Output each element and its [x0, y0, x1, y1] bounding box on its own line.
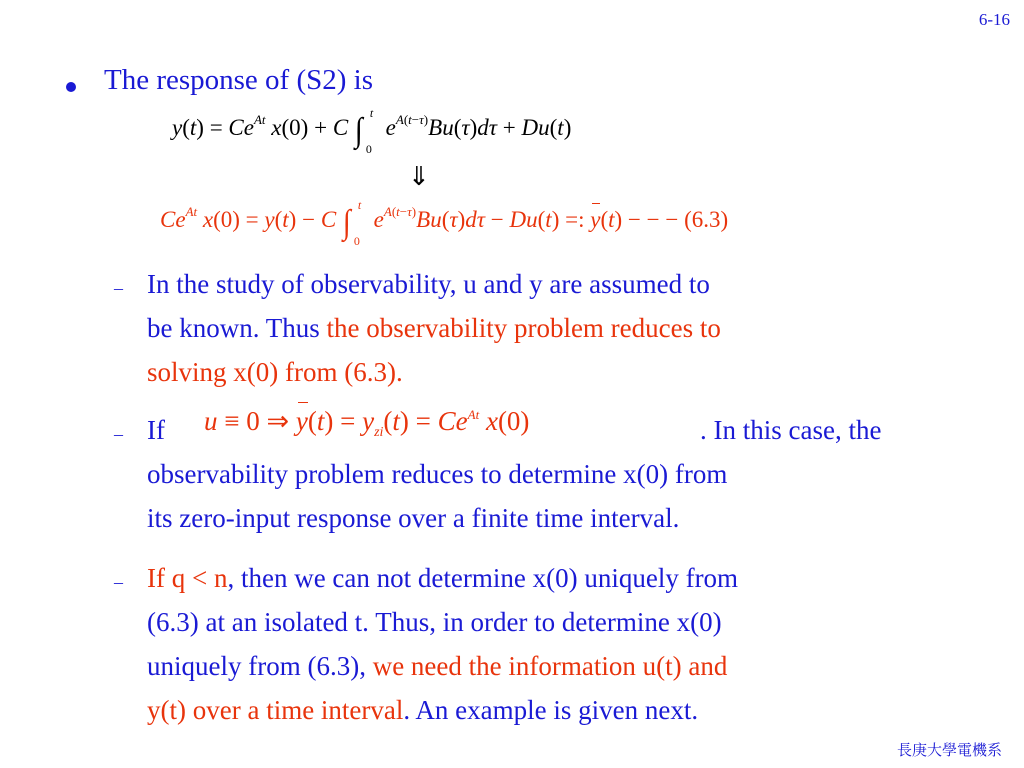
inline-equation-zero-input: u ≡ 0 ⇒ $y(t) = y_{zi}(t) = Ce^{At}$ x(0)	[204, 406, 530, 440]
sub-bullet-1-line1: In the study of observability, u and y are assumed to	[147, 269, 710, 299]
equation-label: (6.3)	[684, 207, 729, 232]
sub-bullet-3-line2: (6.3) at an isolated t. Thus, in order to determine x(0)	[147, 607, 722, 637]
sub-bullet-3-line4-red: y(t) over a time interval	[147, 695, 404, 725]
bullet-dot	[66, 82, 76, 92]
sub-bullet-3-line1-blue: , then we can not determine x(0) uniquely from	[227, 563, 739, 593]
equation-63: $Ce^{At}$ x(0) = y(t) − C ∫ t 0 $e^{A(t-\tau)}Bu(\tau)d\tau - Du(t)$ =: y(t) − − − (6.3)	[160, 198, 729, 248]
sub-bullet-3-line4-blue: . An example is given next.	[403, 695, 699, 725]
sub-bullet-3-line3-blue: uniquely from (6.3),	[147, 651, 373, 681]
sub-bullet-3-line1-red: If q < n	[147, 563, 228, 593]
sub-bullet-3-line3-red: we need the information u(t) and	[372, 651, 728, 681]
sub-bullet-1-line2-blue: be known. Thus	[147, 313, 327, 343]
sub-bullet-2-line1-after: . In this case, the	[700, 415, 882, 445]
sub-bullet-3	[147, 556, 967, 732]
dash-marker-2: –	[114, 424, 123, 444]
dash-marker-1: –	[114, 278, 123, 298]
equation-response: $y(t) = Ce^{At}$ x(0) + C ∫ t 0 $e^{A(t-\tau)}Bu(\tau)d\tau + Du(t)$	[172, 106, 572, 156]
sub-bullet-2-line3: its zero-input response over a finite time interval.	[147, 503, 680, 533]
bullet-response-text: The response of (S2) is	[104, 64, 374, 96]
implies-arrow: ⇓	[408, 162, 430, 191]
dash-marker-3: –	[114, 572, 123, 592]
page-number: 6-16	[978, 10, 1010, 29]
sub-bullet-1	[147, 262, 967, 394]
footer-department: 長庚大學電機系	[896, 741, 1002, 759]
sub-bullet-1-line3-red: solving x(0) from (6.3).	[147, 357, 403, 387]
sub-bullet-2-if: If	[147, 415, 165, 445]
sub-bullet-1-line2-red: the observability problem reduces to	[326, 313, 721, 343]
sub-bullet-2-line2: observability problem reduces to determine x(0) from	[147, 459, 728, 489]
